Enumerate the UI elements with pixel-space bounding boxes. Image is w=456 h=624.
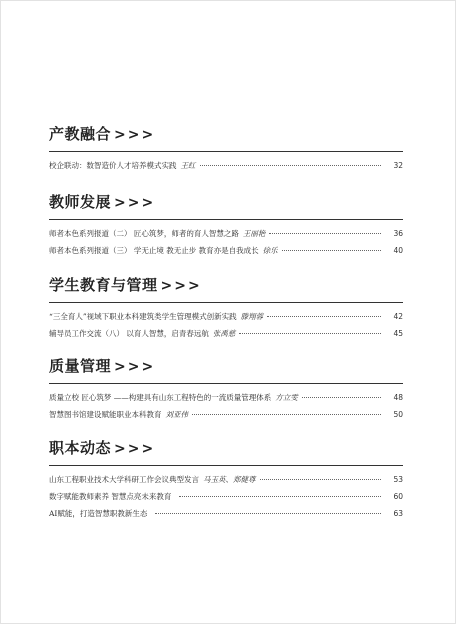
dot-leader — [200, 165, 382, 166]
dot-leader — [260, 479, 382, 480]
toc-entry[interactable] — [49, 245, 403, 262]
toc-entry-title: 师者本色系列报道（三） 学无止境 教无止步 教育亦是自我成长 — [49, 246, 259, 255]
section-header — [49, 191, 403, 213]
toc-entry-page: 48 — [393, 393, 403, 402]
toc-entry-title: 智慧图书馆建设赋能职业本科教育 — [49, 410, 162, 419]
toc-entry[interactable] — [49, 474, 403, 491]
toc-entry-author: 张禹慈 — [212, 329, 236, 338]
toc-entry-author: 方立雯 — [275, 393, 298, 402]
section-header — [49, 274, 403, 296]
section-title: 学生教育与管理 — [49, 276, 158, 294]
section-arrows: >>> — [114, 359, 156, 375]
toc-entry-page: 36 — [393, 229, 403, 238]
dot-leader — [192, 414, 381, 415]
toc-entry-author: 马玉英、郑健尊 — [203, 475, 256, 484]
section-quality-management — [49, 355, 403, 426]
toc-entry-author: 刘亚伟 — [165, 410, 188, 419]
toc-entry-title: “三全育人”视域下职业本科建筑类学生管理模式创新实践 — [49, 312, 237, 321]
toc-entry[interactable] — [49, 392, 403, 409]
section-arrows: >>> — [114, 195, 156, 211]
section-divider — [49, 151, 403, 152]
section-title: 职本动态 — [49, 439, 112, 457]
toc-entry-page: 63 — [393, 509, 403, 518]
section-header — [49, 355, 403, 377]
toc-entry-page: 40 — [393, 246, 403, 255]
section-header — [49, 437, 403, 459]
toc-entry-title: 校企联动：数智造价人才培养模式实践 — [49, 161, 177, 170]
toc-entry-author: 王丽艳 — [242, 229, 266, 238]
toc-entry[interactable] — [49, 228, 403, 245]
section-divider — [49, 302, 403, 303]
section-title: 产教融合 — [49, 125, 112, 143]
toc-entry[interactable] — [49, 508, 403, 525]
toc-entry[interactable] — [49, 311, 403, 328]
toc-entry-page: 60 — [393, 492, 403, 501]
toc-entry-title: 山东工程职业技术大学科研工作会议典型发言 — [49, 475, 199, 484]
dot-leader — [179, 496, 381, 497]
toc-entry-title: 辅导员工作交流（八） 以育人智慧，启青春远航 — [49, 329, 209, 338]
section-header — [49, 123, 403, 145]
toc-entry-title: 数字赋能教师素养 智慧点亮未来教育 — [49, 492, 172, 501]
section-arrows: >>> — [114, 127, 156, 143]
section-industry-education — [49, 123, 403, 177]
dot-leader — [269, 233, 381, 234]
section-divider — [49, 219, 403, 220]
toc-entry-title: AI赋能，打造智慧职教新生态 — [49, 509, 148, 518]
toc-entry-page: 45 — [393, 329, 403, 338]
section-teacher-development — [49, 191, 403, 262]
dot-leader — [302, 397, 381, 398]
toc-entry-page: 50 — [393, 410, 403, 419]
toc-entry-title: 质量立校 匠心筑梦 ——构建具有山东工程特色的一流质量管理体系 — [49, 393, 272, 402]
toc-entry[interactable] — [49, 491, 403, 508]
toc-entry-page: 32 — [393, 161, 403, 170]
section-news — [49, 437, 403, 525]
dot-leader — [155, 513, 381, 514]
section-student-education — [49, 274, 403, 345]
section-title: 教师发展 — [49, 193, 112, 211]
section-title: 质量管理 — [49, 357, 112, 375]
section-divider — [49, 465, 403, 466]
dot-leader — [282, 250, 381, 251]
dot-leader — [239, 333, 381, 334]
toc-entry[interactable] — [49, 328, 403, 345]
section-arrows: >>> — [160, 278, 202, 294]
toc-entry-author: 王红 — [180, 161, 196, 170]
toc-entry-page: 53 — [393, 475, 403, 484]
dot-leader — [267, 316, 381, 317]
toc-entry-page: 42 — [393, 312, 403, 321]
section-arrows: >>> — [114, 441, 156, 457]
toc-entry[interactable] — [49, 160, 403, 177]
toc-entry-author: 滕翔蓉 — [240, 312, 264, 321]
toc-entry[interactable] — [49, 409, 403, 426]
toc-entry-title: 师者本色系列报道（二） 匠心筑梦，师者的育人智慧之路 — [49, 229, 239, 238]
toc-entry-author: 徐乐 — [262, 246, 278, 255]
section-divider — [49, 383, 403, 384]
